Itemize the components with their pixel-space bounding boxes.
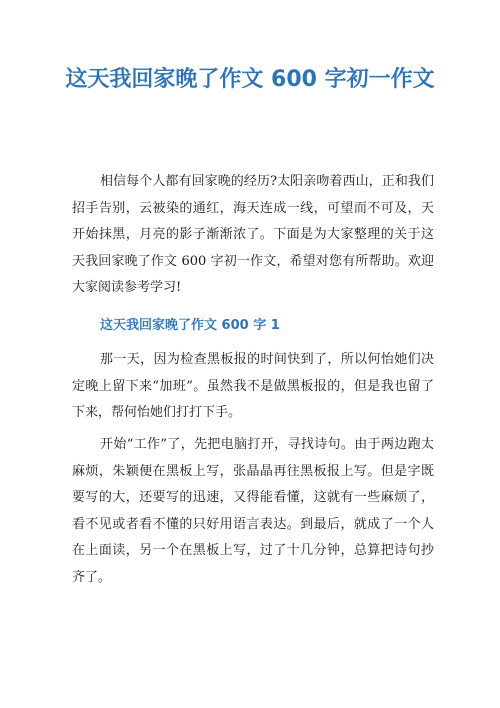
body-paragraph-2: 开始“工作”了，先把电脑打开，寻找诗句。由于两边跑太麻烦，朱颖便在黑板上写，张晶晶再往黑板报上写。但是字既要写的大，还要写的迅速，又得能看懂，这就有一些麻烦了，看不见或者看不懂的只好用语言表达。到最后，就成了一个人在上面读，另一个在黑板上写，过了十几分钟，总算把诗句抄齐了。 bbox=[72, 437, 434, 585]
document-title: 这天我回家晚了作文 600 字初一作文 bbox=[65, 67, 435, 92]
body-paragraph-1: 那一天，因为检查黑板报的时间快到了，所以何怡她们决定晚上留下来“加班”。虽然我不是做黑板报的，但是我也留了下来，帮何怡她们打打下手。 bbox=[72, 352, 434, 420]
section-heading: 这天我回家晚了作文 600 字 1 bbox=[100, 318, 280, 333]
intro-paragraph: 相信每个人都有回家晚的经历?太阳亲吻着西山，正和我们招手告别，云被染的通红，海天连成一线，可望而不可及，天开始抹黑，月亮的影子渐渐浓了。下面是为大家整理的关于这天我回家晚了作文 600 字初一作文，希望对您有所帮助。欢迎大家阅读参考学习! bbox=[72, 174, 434, 295]
